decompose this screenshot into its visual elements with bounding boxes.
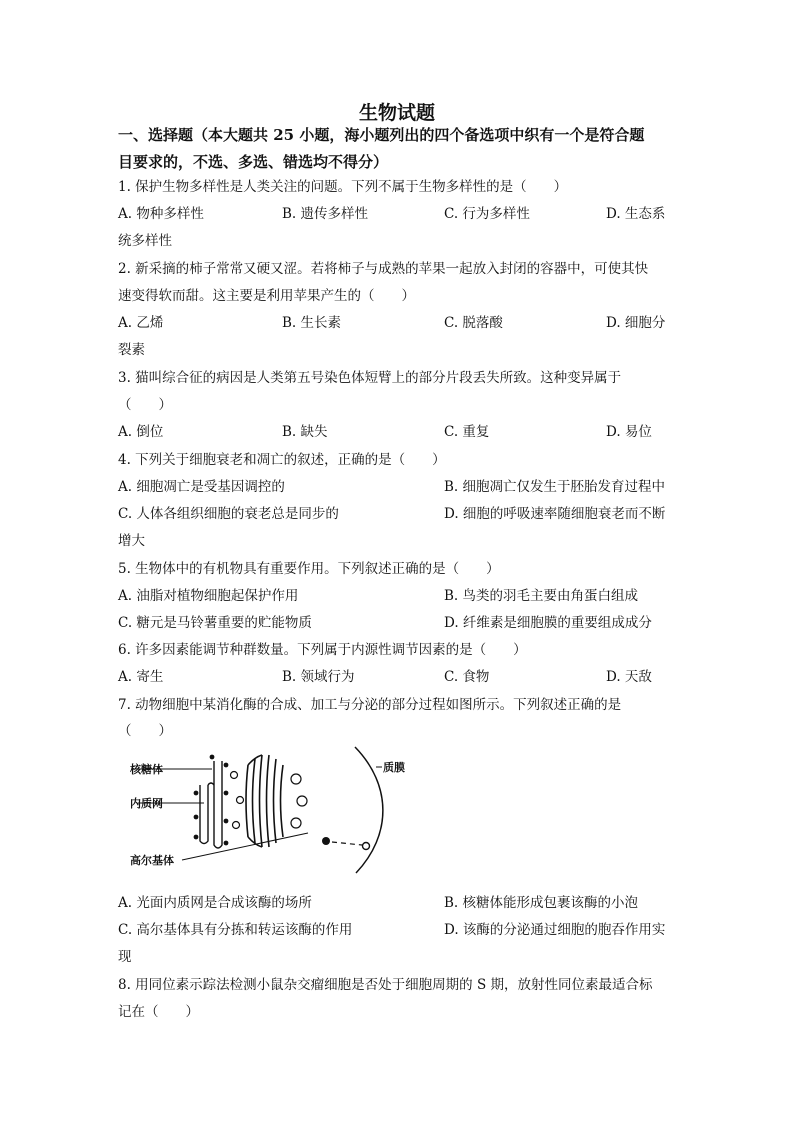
q4-option-d: D. 细胞的呼吸速率随细胞衰老而不断 <box>444 506 666 522</box>
q6-option-c: C. 食物 <box>444 669 490 685</box>
question-7-stem-line-1: 7. 动物细胞中某消化酶的合成、加工与分泌的部分过程如图所示。下列叙述正确的是 <box>118 697 622 713</box>
label-plasma-membrane: 质膜 <box>383 761 405 774</box>
label-ribosome: 核糖体 <box>130 763 163 776</box>
question-3-stem-line-1: 3. 猫叫综合征的病因是人类第五号染色体短臂上的部分片段丢失所致。这种变异属于 <box>118 370 622 386</box>
q7-option-d-wrap: 现 <box>118 949 132 965</box>
q2-option-b: B. 生长素 <box>282 315 342 331</box>
q5-option-c: C. 糖元是马铃薯重要的贮能物质 <box>118 615 312 631</box>
question-2-stem-line-2: 速变得软而甜。这主要是利用苹果产生的（ ） <box>118 288 415 304</box>
section-heading-line-1: 一、选择题（本大题共 25 小题，海小题列出的四个备选项中织有一个是符合题 <box>118 126 645 144</box>
question-2-stem-line-1: 2. 新采摘的柿子常常又硬又涩。若将柿子与成熟的苹果一起放入封闭的容器中，可使其快 <box>118 261 649 277</box>
q3-option-c: C. 重复 <box>444 424 490 440</box>
q3-option-b: B. 缺失 <box>282 424 328 440</box>
q7-option-b: B. 核糖体能形成包裹该酶的小泡 <box>444 895 639 911</box>
question-5-stem: 5. 生物体中的有机物具有重要作用。下列叙述正确的是（ ） <box>118 561 500 577</box>
q1-option-b: B. 遗传多样性 <box>282 206 369 222</box>
q4-option-b: B. 细胞凋亡仅发生于胚胎发育过程中 <box>444 479 666 495</box>
q6-option-b: B. 领域行为 <box>282 669 355 685</box>
q1-option-d-wrap: 统多样性 <box>118 233 172 249</box>
q1-option-a: A. 物种多样性 <box>118 206 204 222</box>
question-8-stem-line-1: 8. 用同位素示踪法检测小鼠杂交瘤细胞是否处于细胞周期的 S 期，放射性同位素最适合标 <box>118 977 653 993</box>
q1-option-d: D. 生态系 <box>606 206 666 222</box>
q1-option-c: C. 行为多样性 <box>444 206 530 222</box>
q6-option-a: A. 寄生 <box>118 669 164 685</box>
question-4-stem: 4. 下列关于细胞衰老和凋亡的叙述，正确的是（ ） <box>118 452 446 468</box>
q7-option-d: D. 该酶的分泌通过细胞的胞吞作用实 <box>444 922 666 938</box>
question-6-stem: 6. 许多因素能调节种群数量。下列属于内源性调节因素的是（ ） <box>118 642 527 658</box>
q7-option-c: C. 高尔基体具有分拣和转运该酶的作用 <box>118 922 353 938</box>
q7-option-a: A. 光面内质网是合成该酶的场所 <box>118 895 312 911</box>
q5-option-a: A. 油脂对植物细胞起保护作用 <box>118 588 299 604</box>
plasma-membrane-line <box>355 747 383 873</box>
q4-option-c: C. 人体各组织细胞的衰老总是同步的 <box>118 506 339 522</box>
section-heading-line-2: 目要求的，不选、多选、错选均不得分） <box>118 153 389 171</box>
page-title: 生物试题 <box>358 102 435 124</box>
secretion-pathway-figure <box>130 745 420 875</box>
label-golgi: 高尔基体 <box>130 854 174 867</box>
cell-diagram <box>130 745 420 875</box>
question-8-stem-line-2: 记在（ ） <box>118 1004 199 1020</box>
secretory-vesicles <box>291 774 307 828</box>
q2-option-c: C. 脱落酸 <box>444 315 503 331</box>
q2-option-d-wrap: 裂素 <box>118 342 145 358</box>
q2-option-a: A. 乙烯 <box>118 315 164 331</box>
vesicle-dot <box>322 837 330 845</box>
endoplasmic-reticulum-shape <box>200 761 222 848</box>
q6-option-d: D. 天敌 <box>606 669 652 685</box>
question-1-stem: 1. 保护生物多样性是人类关注的问题。下列不属于生物多样性的是（ ） <box>118 179 568 195</box>
golgi-apparatus-shape <box>246 755 283 847</box>
q4-option-a: A. 细胞凋亡是受基因调控的 <box>118 479 285 495</box>
q3-option-d: D. 易位 <box>606 424 652 440</box>
label-er: 内质网 <box>130 797 163 810</box>
q4-option-d-wrap: 增大 <box>118 533 145 549</box>
q3-option-a: A. 倒位 <box>118 424 164 440</box>
fusing-vesicle <box>363 843 370 850</box>
ribosome-dots <box>194 755 229 846</box>
q5-option-b: B. 鸟类的羽毛主要由角蛋白组成 <box>444 588 639 604</box>
transport-vesicles <box>231 772 244 829</box>
question-7-stem-line-2: （ ） <box>118 723 172 739</box>
q2-option-d: D. 细胞分 <box>606 315 666 331</box>
question-3-stem-line-2: （ ） <box>118 397 172 413</box>
q5-option-d: D. 纤维素是细胞膜的重要组成成分 <box>444 615 652 631</box>
